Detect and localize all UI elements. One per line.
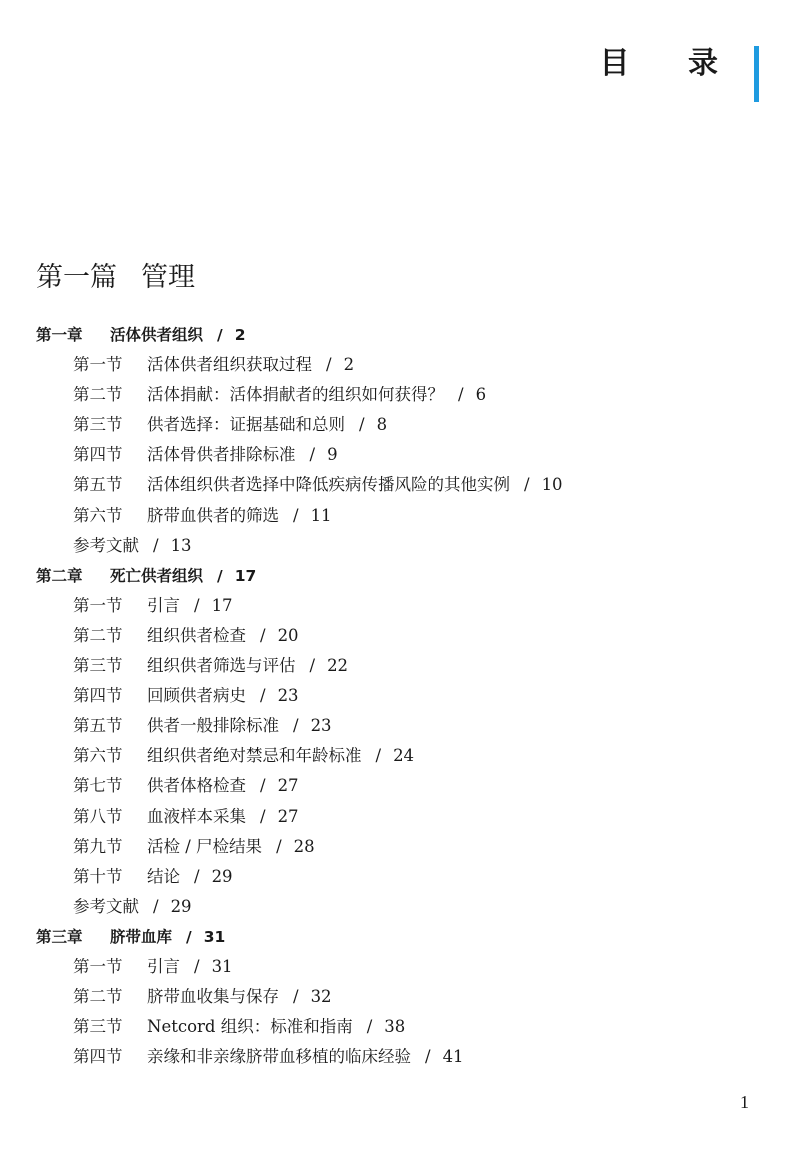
toc-entry-title: 活体供者组织获取过程 [147, 355, 312, 375]
toc-separator: / [276, 836, 282, 856]
toc-entry-page: 23 [310, 716, 332, 736]
toc-separator: / [260, 806, 266, 826]
toc-entry-page: 13 [170, 535, 192, 555]
toc-entry-number: 第九节 [73, 836, 123, 856]
toc-separator: / [260, 625, 266, 645]
toc-entry-title: 回顾供者病史 [147, 686, 246, 706]
toc-section-entry[interactable] [36, 681, 756, 711]
toc-separator: / [194, 866, 200, 886]
toc-entry-title: 活检 / 尸检结果 [147, 836, 263, 856]
toc-entry-number: 第三节 [73, 1017, 123, 1037]
toc-separator: / [293, 716, 299, 736]
toc-separator: / [326, 355, 332, 375]
part-number: 第一篇 [36, 262, 117, 293]
toc-separator: / [309, 445, 316, 465]
toc-entry-number: 第四节 [73, 686, 123, 706]
toc-entry-page: 31 [203, 927, 226, 946]
toc-section-entry[interactable] [36, 802, 756, 832]
toc-entry-page: 24 [393, 746, 415, 766]
toc-entry-title: 组织供者检查 [147, 625, 246, 645]
toc-separator: / [309, 656, 316, 676]
page-number: 1 [740, 1092, 749, 1112]
toc-separator: / [366, 1017, 373, 1037]
toc-entry-page: 28 [293, 836, 315, 856]
toc-section-entry[interactable] [36, 350, 756, 380]
toc-section-entry[interactable] [36, 862, 756, 892]
toc-separator: / [425, 1047, 431, 1067]
toc-references-entry[interactable] [36, 892, 756, 922]
toc-entry-title: 参考文献 [73, 896, 139, 916]
toc-entry-page: 29 [211, 866, 233, 886]
toc-section-entry[interactable] [36, 711, 756, 741]
toc-entry-number: 第十节 [73, 866, 123, 886]
toc-separator: / [186, 927, 192, 946]
toc-entry-title: 脐带血供者的筛选 [147, 505, 279, 525]
toc-entry-title: 脐带血库 [110, 927, 173, 946]
toc-entry-page: 9 [327, 445, 338, 465]
toc-chapter-entry[interactable] [36, 561, 756, 591]
toc-section-entry[interactable] [36, 771, 756, 801]
toc-entry-page: 2 [343, 355, 355, 375]
toc-entry-title: 组织供者绝对禁忌和年龄标准 [147, 746, 362, 766]
toc-entry-number: 第三章 [36, 927, 83, 946]
toc-separator: / [194, 595, 200, 615]
toc-section-entry[interactable] [36, 832, 756, 862]
toc-section-entry[interactable] [36, 982, 756, 1012]
toc-entry-title: 活体捐献：活体捐献者的组织如何获得？ [147, 385, 444, 405]
toc-entry-title: 供者选择：证据基础和总则 [147, 415, 345, 435]
toc-entry-number: 第五节 [73, 716, 123, 736]
toc-entry-page: 22 [327, 656, 349, 676]
toc-entry-number: 第一节 [73, 355, 123, 375]
toc-entry-title: 活体组织供者选择中降低疾病传播风险的其他实例 [147, 475, 510, 495]
toc-section-entry[interactable] [36, 470, 756, 500]
toc-entry-number: 第五节 [73, 475, 123, 495]
toc-entry-title: 活体供者组织 [110, 326, 204, 344]
toc-separator: / [293, 987, 299, 1007]
toc-separator: / [524, 475, 530, 495]
toc-section-entry[interactable] [36, 1012, 756, 1042]
toc-entry-page: 2 [234, 326, 246, 344]
toc-entry-number: 第一节 [73, 956, 123, 976]
toc-entry-page: 27 [277, 806, 299, 826]
toc-entry-page: 17 [211, 595, 233, 615]
toc-entry-title: Netcord 组织：标准和指南 [147, 1017, 353, 1037]
toc-chapter-entry[interactable] [36, 320, 756, 350]
page-title: 目 录 [599, 46, 742, 81]
toc-separator: / [260, 776, 266, 796]
toc-entry-page: 29 [170, 896, 192, 916]
toc-entry-title: 死亡供者组织 [110, 566, 204, 585]
toc-separator: / [293, 505, 299, 525]
toc-entry-page: 17 [234, 566, 257, 585]
table-of-contents [36, 320, 756, 1072]
toc-references-entry[interactable] [36, 531, 756, 561]
toc-entry-number: 第四节 [73, 445, 123, 465]
toc-separator: / [359, 415, 365, 435]
toc-section-entry[interactable] [36, 380, 756, 410]
toc-section-entry[interactable] [36, 1042, 756, 1072]
toc-separator: / [458, 385, 464, 405]
toc-entry-page: 27 [277, 776, 299, 796]
toc-entry-page: 23 [277, 686, 299, 706]
toc-entry-number: 第二节 [73, 625, 123, 645]
toc-entry-number: 第六节 [73, 746, 123, 766]
toc-entry-number: 第六节 [73, 505, 123, 525]
toc-separator: / [153, 896, 159, 916]
toc-entry-page: 10 [541, 475, 563, 495]
toc-entry-title: 供者体格检查 [147, 776, 246, 796]
toc-entry-title: 引言 [147, 595, 180, 615]
toc-entry-title: 脐带血收集与保存 [147, 987, 279, 1007]
toc-section-entry[interactable] [36, 410, 756, 440]
toc-section-entry[interactable] [36, 501, 756, 531]
toc-separator: / [153, 535, 159, 555]
toc-entry-title: 引言 [147, 956, 180, 976]
toc-entry-page: 31 [211, 956, 233, 976]
toc-entry-number: 第二章 [36, 566, 83, 585]
toc-entry-number: 第二节 [73, 987, 123, 1007]
title-accent-bar [754, 46, 759, 102]
toc-entry-title: 活体骨供者排除标准 [147, 445, 296, 465]
toc-entry-number: 第四节 [73, 1047, 123, 1067]
toc-entry-page: 38 [384, 1017, 406, 1037]
toc-entry-title: 供者一般排除标准 [147, 716, 279, 736]
toc-entry-page: 11 [310, 505, 332, 525]
toc-entry-page: 32 [310, 987, 332, 1007]
toc-entry-page: 41 [442, 1047, 464, 1067]
toc-entry-number: 第一章 [36, 326, 83, 344]
toc-entry-title: 血液样本采集 [147, 806, 246, 826]
toc-entry-number: 第七节 [73, 776, 123, 796]
toc-entry-page: 20 [277, 625, 299, 645]
toc-entry-title: 参考文献 [73, 535, 139, 555]
toc-entry-page: 8 [376, 415, 388, 435]
toc-entry-title: 组织供者筛选与评估 [147, 656, 296, 676]
toc-entry-title: 亲缘和非亲缘脐带血移植的临床经验 [147, 1047, 411, 1067]
toc-entry-number: 第三节 [73, 656, 123, 676]
toc-section-entry[interactable] [36, 440, 756, 470]
toc-chapter-entry[interactable] [36, 922, 756, 952]
toc-entry-number: 第三节 [73, 415, 123, 435]
toc-separator: / [217, 566, 223, 585]
toc-entry-number: 第二节 [73, 385, 123, 405]
toc-entry-number: 第一节 [73, 595, 123, 615]
toc-separator: / [194, 956, 200, 976]
toc-separator: / [260, 686, 266, 706]
part-title: 管理 [141, 262, 195, 293]
toc-section-entry[interactable] [36, 651, 756, 681]
toc-entry-number: 第八节 [73, 806, 123, 826]
toc-section-entry[interactable] [36, 952, 756, 982]
part-heading [36, 260, 195, 296]
toc-separator: / [217, 326, 223, 344]
toc-entry-title: 结论 [147, 866, 180, 886]
toc-separator: / [375, 746, 382, 766]
toc-section-entry[interactable] [36, 591, 756, 621]
toc-section-entry[interactable] [36, 621, 756, 651]
toc-entry-page: 6 [475, 385, 487, 405]
toc-section-entry[interactable] [36, 741, 756, 771]
